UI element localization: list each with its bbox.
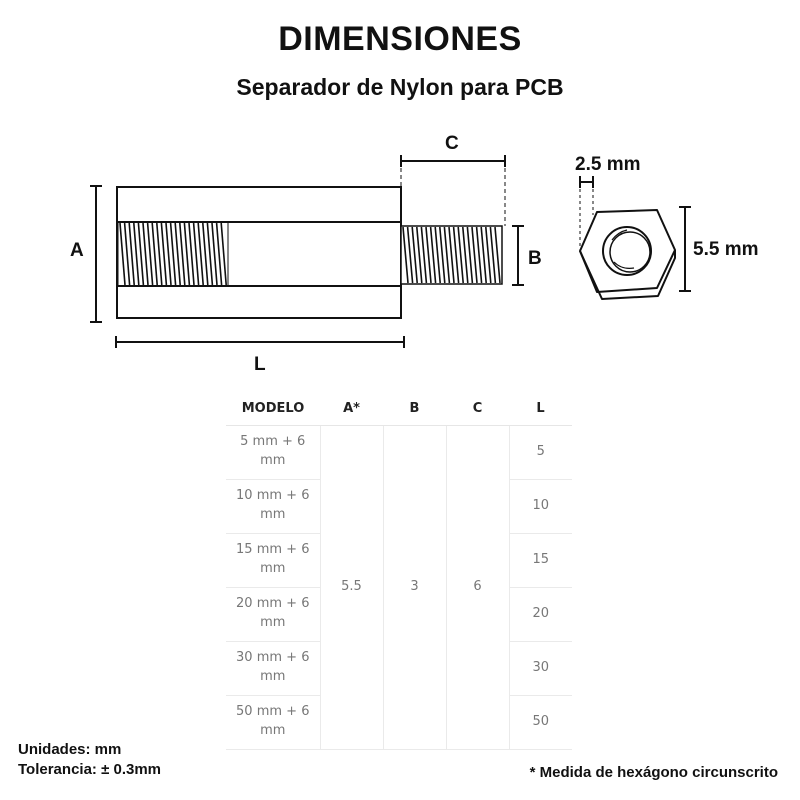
footnote: * Medida de hexágono circunscrito: [529, 764, 778, 781]
dimension-c: [401, 155, 505, 167]
thread-line: [171, 223, 176, 285]
dimension-b: [512, 226, 524, 285]
thread-line: [217, 223, 222, 285]
standoff-drawing: [0, 0, 800, 380]
table-header-row: [226, 392, 572, 425]
model-cell: 20 mm + 6 mm: [226, 587, 320, 641]
nut-thickness-dimension: [580, 176, 593, 188]
nut-thickness-extension: [580, 189, 593, 250]
label-nut-width: 5.5 mm: [693, 239, 759, 260]
hex-nut-icon: [580, 210, 675, 299]
l-value-cell: 50: [509, 695, 572, 749]
thread-line: [138, 223, 143, 285]
thread-line: [207, 223, 212, 285]
thread-line: [203, 223, 208, 285]
thread-line: [143, 223, 148, 285]
a-value-cell: 5.5: [320, 425, 383, 749]
header-c: C: [446, 392, 509, 425]
page-title: DIMENSIONES: [278, 20, 522, 58]
model-cell: 50 mm + 6 mm: [226, 695, 320, 749]
dimension-c-extension: [401, 168, 505, 226]
dimensions-table: [226, 392, 572, 750]
label-a: A: [70, 240, 84, 261]
thread-line: [134, 223, 139, 285]
page-subtitle: Separador de Nylon para PCB: [236, 74, 564, 100]
b-value-cell: 3: [383, 425, 446, 749]
label-b: B: [528, 248, 542, 269]
l-value-cell: 20: [509, 587, 572, 641]
units-info: [18, 740, 161, 780]
model-cell: 15 mm + 6 mm: [226, 533, 320, 587]
thread-line: [148, 223, 153, 285]
model-cell: 10 mm + 6 mm: [226, 479, 320, 533]
tolerance-text: Tolerancia: ± 0.3mm: [18, 761, 162, 778]
thread-line: [194, 223, 199, 285]
c-value-cell: 6: [446, 425, 509, 749]
external-thread: [401, 226, 502, 284]
header-b: B: [383, 392, 446, 425]
label-l: L: [254, 354, 266, 375]
internal-thread: [118, 222, 228, 286]
thread-line: [152, 223, 157, 285]
label-nut-thickness: 2.5 mm: [575, 154, 641, 175]
l-value-cell: 10: [509, 479, 572, 533]
thread-line: [125, 223, 130, 285]
dimension-a: [90, 186, 102, 322]
header-modelo: MODELO: [226, 392, 320, 425]
thread-line: [180, 223, 185, 285]
header-a: A*: [320, 392, 383, 425]
thread-line: [161, 223, 166, 285]
thread-line: [157, 223, 162, 285]
model-cell: 5 mm + 6 mm: [226, 425, 320, 479]
thread-line: [221, 223, 226, 285]
label-c: C: [445, 133, 459, 154]
thread-line: [129, 223, 134, 285]
thread-line: [189, 223, 194, 285]
nut-width-dimension: [679, 207, 691, 291]
model-cell: 30 mm + 6 mm: [226, 641, 320, 695]
l-value-cell: 15: [509, 533, 572, 587]
thread-line: [198, 223, 203, 285]
thread-line: [212, 223, 217, 285]
table-row: [226, 425, 572, 479]
thread-line: [166, 223, 171, 285]
thread-line: [184, 223, 189, 285]
l-value-cell: 30: [509, 641, 572, 695]
thread-line: [175, 223, 180, 285]
dimension-l: [116, 336, 404, 348]
l-value-cell: 5: [509, 425, 572, 479]
units-text: Unidades: mm: [18, 741, 122, 758]
header-l: L: [509, 392, 572, 425]
thread-line: [120, 223, 125, 285]
